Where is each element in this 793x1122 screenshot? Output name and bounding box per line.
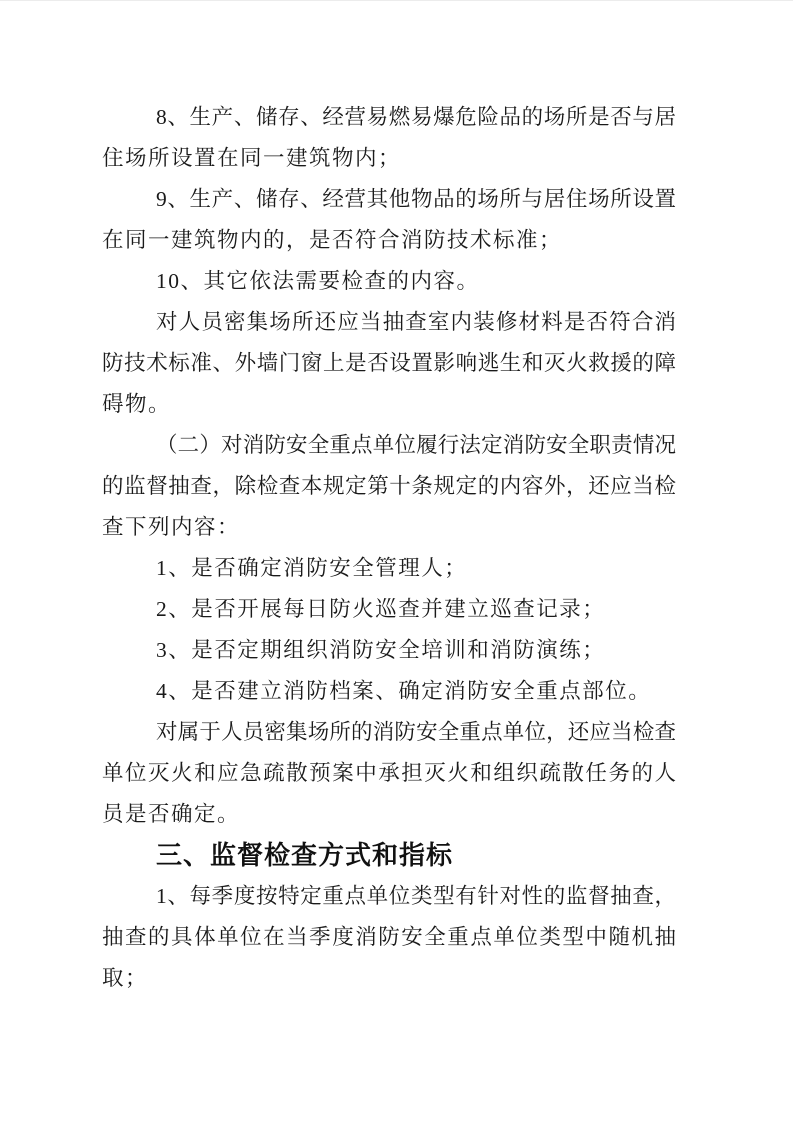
heading-text-line: 三、监督检查方式和指标 [156,840,454,870]
text-line: 抽查的具体单位在当季度消防安全重点单位类型中随机抽 [102,925,676,949]
paragraph [102,261,676,302]
paragraph [102,876,676,999]
paragraph [102,630,676,671]
paragraph [102,589,676,630]
text-line: 查下列内容： [102,515,241,539]
document-body [102,97,676,999]
text-line: 防技术标准、外墙门窗上是否设置影响逃生和灭火救援的障 [102,351,676,375]
text-line: 对属于人员密集场所的消防安全重点单位，还应当检查 [156,720,676,744]
paragraph [102,671,676,712]
text-line: 4、是否建立消防档案、确定消防安全重点部位。 [156,679,652,703]
text-line: 取； [102,966,149,990]
text-line: 员是否确定。 [102,802,241,826]
paragraph [102,179,676,261]
paragraph [102,548,676,589]
paragraph [102,97,676,179]
paragraph [102,425,676,548]
text-line: 3、是否定期组织消防安全培训和消防演练； [156,638,606,662]
section-heading [102,835,676,876]
text-line: 2、是否开展每日防火巡查并建立巡查记录； [156,597,606,621]
text-line: 1、每季度按特定重点单位类型有针对性的监督抽查， [156,884,676,908]
text-line: 1、是否确定消防安全管理人； [156,556,468,580]
text-line: （二）对消防安全重点单位履行法定消防安全职责情况 [156,433,676,457]
text-line: 的监督抽查，除检查本规定第十条规定的内容外，还应当检 [102,474,676,498]
text-line: 碍物。 [102,392,172,416]
text-line: 10、其它依法需要检查的内容。 [156,269,480,293]
text-line: 单位灭火和应急疏散预案中承担灭火和组织疏散任务的人 [102,761,676,785]
text-line: 在同一建筑物内的，是否符合消防技术标准； [102,228,563,252]
text-line: 对人员密集场所还应当抽查室内装修材料是否符合消 [156,310,676,334]
text-line: 9、生产、储存、经营其他物品的场所与居住场所设置 [156,187,676,211]
text-line: 住场所设置在同一建筑物内； [102,146,402,170]
text-line: 8、生产、储存、经营易燃易爆危险品的场所是否与居 [156,105,676,129]
paragraph [102,302,676,425]
paragraph [102,712,676,835]
